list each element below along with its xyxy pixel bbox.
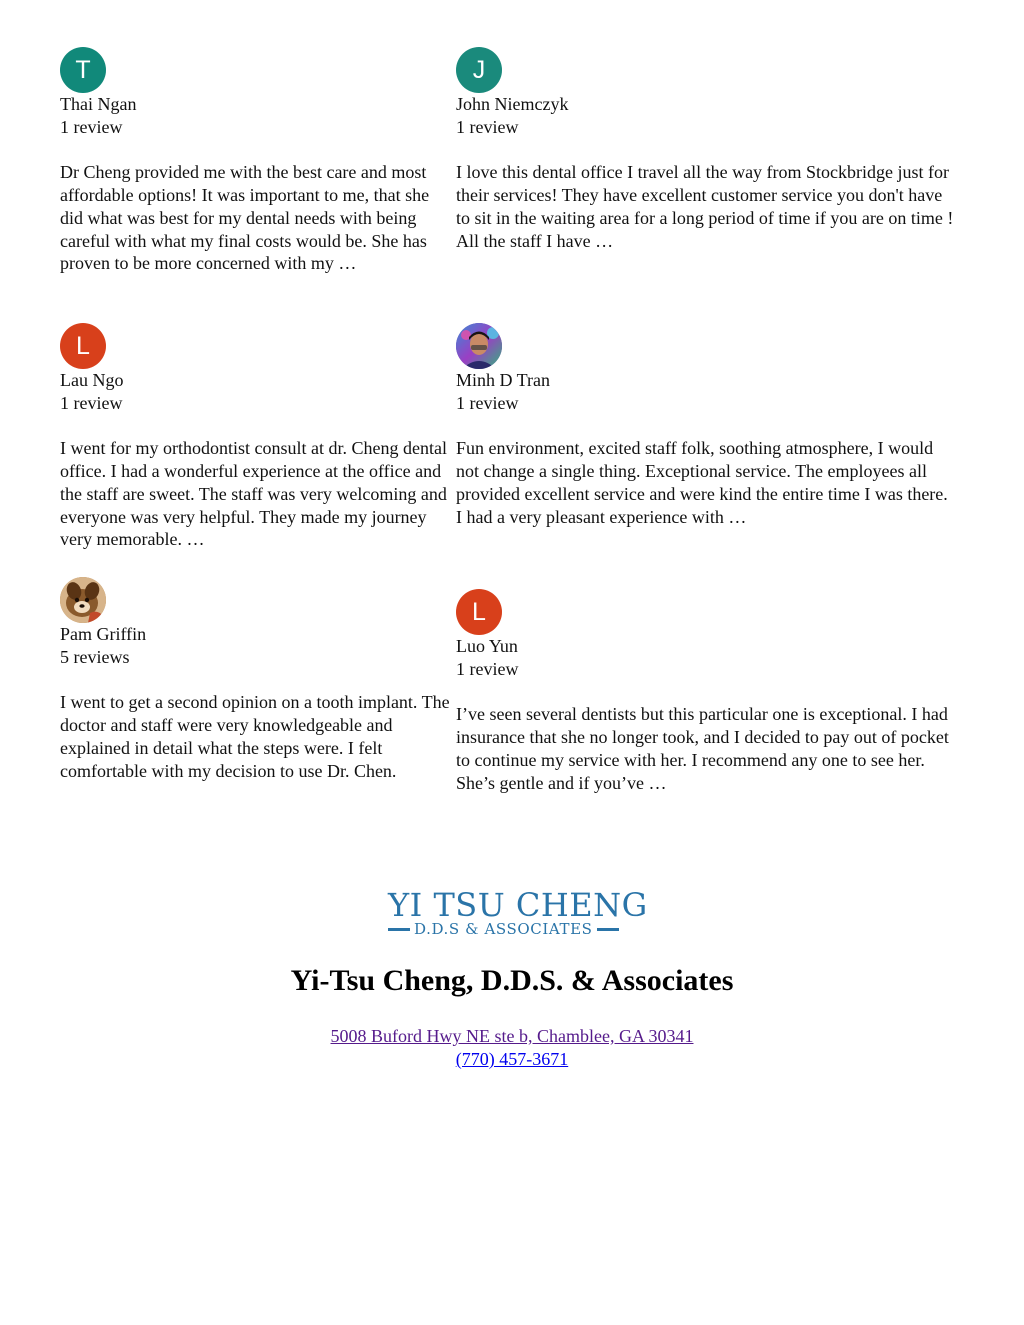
person-photo-icon <box>456 323 502 369</box>
review-count: 1 review <box>60 116 123 137</box>
reviewer-name: John Niemczyk <box>456 94 569 114</box>
review-count: 1 review <box>456 116 519 137</box>
logo-rule-right <box>597 928 619 931</box>
logo-subtitle: D.D.S & ASSOCIATES <box>414 920 593 938</box>
review-count: 5 reviews <box>60 646 130 667</box>
logo-title: YI TSU CHENG <box>388 886 648 924</box>
reviewer-name: Pam Griffin <box>60 624 147 644</box>
practice-logo <box>388 886 648 938</box>
review-text: I went to get a second opinion on a tooth implant. The doctor and staff were very knowledgeable and explained in detail what the steps were. I felt comfortable with my decision to use Dr. Chen. <box>60 692 450 781</box>
logo-rule-left <box>388 928 410 931</box>
practice-name-heading: Yi-Tsu Cheng, D.D.S. & Associates <box>290 964 734 997</box>
avatar <box>456 47 502 93</box>
avatar <box>60 323 106 369</box>
avatar-initial: J <box>472 55 486 84</box>
avatar-photo <box>60 577 106 623</box>
review-count: 1 review <box>456 392 519 413</box>
review-text: Fun environment, excited staff folk, soothing atmosphere, I would not change a single thing. Exceptional service. The employees all provided excellent service and were kind the entire time I was there. I had a very pleasant experience with … <box>456 438 948 527</box>
avatar-initial: T <box>75 55 91 84</box>
avatar-initial: L <box>76 331 90 360</box>
reviewer-name: Thai Ngan <box>60 94 137 114</box>
review-text: I’ve seen several dentists but this particular one is exceptional. I had insurance that she no longer took, and I decided to pay out of pocket to continue my service with her. I recommend any one to see her. She’s gentle and if you’ve … <box>456 704 949 793</box>
phone-link[interactable]: (770) 457-3671 <box>455 1049 569 1069</box>
review-card <box>456 47 956 252</box>
avatar <box>60 47 106 93</box>
review-card <box>60 47 452 275</box>
avatar-initial: L <box>472 597 486 626</box>
review-card <box>456 323 956 528</box>
avatar <box>456 589 502 635</box>
review-text: I went for my orthodontist consult at dr. Cheng dental office. I had a wonderful experience at the office and the staff are sweet. The staff was very welcoming and everyone was very helpful. They made my journey very memorable. … <box>60 438 447 550</box>
reviewer-name: Luo Yun <box>456 636 518 656</box>
review-count: 1 review <box>456 658 519 679</box>
review-text: I love this dental office I travel all the way from Stockbridge just for their services! They have excellent customer service you don't have to sit in the waiting area for a long period of time if you are on time ! All the staff I have … <box>456 162 954 251</box>
phone-line <box>0 1049 1024 1070</box>
avatar-photo <box>456 323 502 369</box>
review-card <box>60 323 452 551</box>
review-card <box>60 577 452 782</box>
address-link[interactable]: 5008 Buford Hwy NE ste b, Chamblee, GA 30341 <box>330 1026 694 1046</box>
reviewer-name: Minh D Tran <box>456 370 551 390</box>
address-line <box>0 1026 1024 1047</box>
dog-photo-icon <box>60 577 106 623</box>
review-count: 1 review <box>60 392 123 413</box>
reviewer-name: Lau Ngo <box>60 370 124 390</box>
review-text: Dr Cheng provided me with the best care and most affordable options! It was important to me, that she did what was best for my dental needs with being careful with what my final costs would be. She has proven to be more concerned with my … <box>60 162 430 274</box>
review-card <box>456 589 966 794</box>
